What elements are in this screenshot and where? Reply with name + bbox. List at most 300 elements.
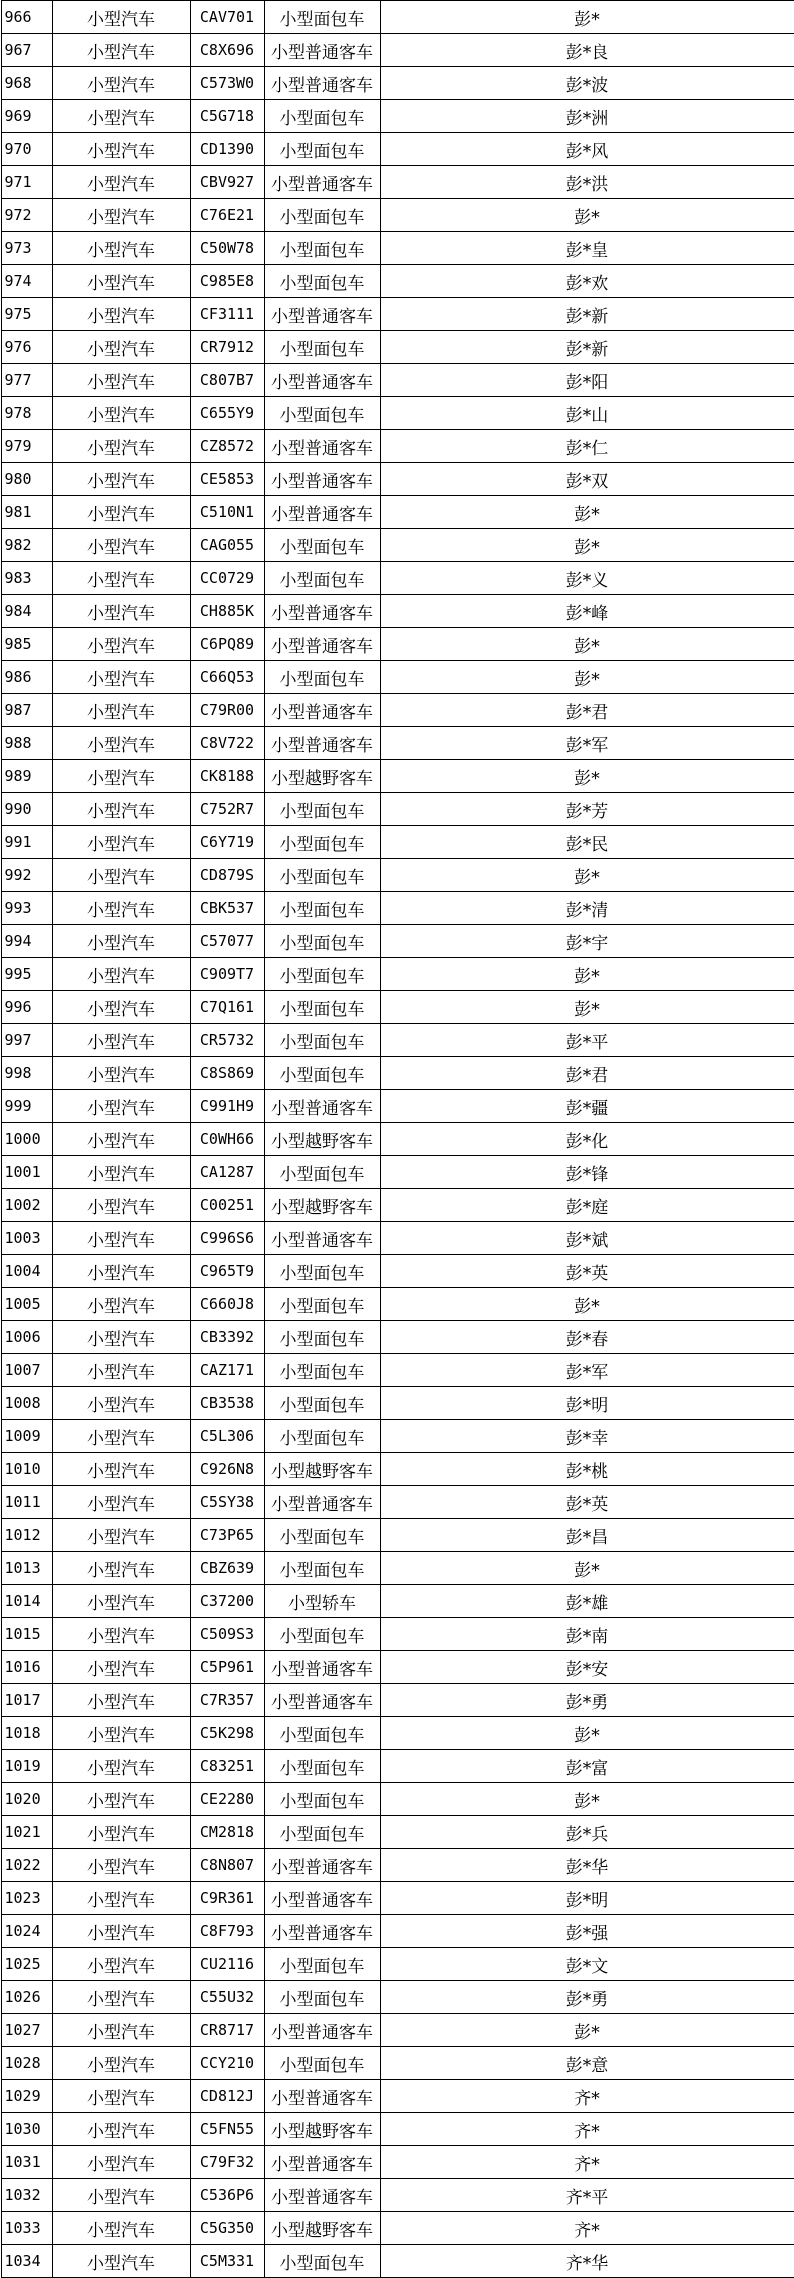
plate-number-cell: CR7912	[190, 331, 264, 364]
row-number-cell: 969	[1, 100, 52, 133]
vehicle-type-cell: 小型面包车	[264, 1387, 380, 1420]
vehicle-kind-cell: 小型汽车	[52, 1321, 190, 1354]
vehicle-type-cell: 小型普通客车	[264, 463, 380, 496]
table-row	[1, 1519, 794, 1552]
plate-number-cell: C7Q161	[190, 991, 264, 1024]
owner-name-cell: 彭*	[380, 1552, 794, 1585]
table-row	[1, 925, 794, 958]
owner-name-cell: 彭*峰	[380, 595, 794, 628]
plate-number-cell: C9R361	[190, 1882, 264, 1915]
table-row	[1, 100, 794, 133]
vehicle-kind-cell: 小型汽车	[52, 2212, 190, 2245]
vehicle-type-cell: 小型面包车	[264, 2245, 380, 2278]
vehicle-kind-cell: 小型汽车	[52, 1123, 190, 1156]
owner-name-cell: 彭*	[380, 958, 794, 991]
vehicle-kind-cell: 小型汽车	[52, 463, 190, 496]
vehicle-type-cell: 小型面包车	[264, 661, 380, 694]
vehicle-kind-cell: 小型汽车	[52, 166, 190, 199]
vehicle-kind-cell: 小型汽车	[52, 1585, 190, 1618]
vehicle-type-cell: 小型面包车	[264, 793, 380, 826]
vehicle-type-cell: 小型面包车	[264, 1519, 380, 1552]
vehicle-type-cell: 小型面包车	[264, 925, 380, 958]
owner-name-cell: 彭*平	[380, 1024, 794, 1057]
plate-number-cell: C536P6	[190, 2179, 264, 2212]
vehicle-kind-cell: 小型汽车	[52, 1783, 190, 1816]
owner-name-cell: 彭*	[380, 199, 794, 232]
vehicle-kind-cell: 小型汽车	[52, 1420, 190, 1453]
plate-number-cell: C965T9	[190, 1255, 264, 1288]
vehicle-kind-cell: 小型汽车	[52, 991, 190, 1024]
vehicle-type-cell: 小型普通客车	[264, 628, 380, 661]
plate-number-cell: C73P65	[190, 1519, 264, 1552]
vehicle-kind-cell: 小型汽车	[52, 1882, 190, 1915]
plate-number-cell: C79R00	[190, 694, 264, 727]
owner-name-cell: 齐*	[380, 2146, 794, 2179]
table-row	[1, 2179, 794, 2212]
vehicle-type-cell: 小型面包车	[264, 1717, 380, 1750]
vehicle-kind-cell: 小型汽车	[52, 2014, 190, 2047]
owner-name-cell: 彭*	[380, 1783, 794, 1816]
vehicle-type-cell: 小型面包车	[264, 1321, 380, 1354]
vehicle-type-cell: 小型普通客车	[264, 1882, 380, 1915]
plate-number-cell: C991H9	[190, 1090, 264, 1123]
row-number-cell: 1018	[1, 1717, 52, 1750]
plate-number-cell: CBK537	[190, 892, 264, 925]
table-row	[1, 727, 794, 760]
row-number-cell: 980	[1, 463, 52, 496]
plate-number-cell: C7R357	[190, 1684, 264, 1717]
plate-number-cell: C926N8	[190, 1453, 264, 1486]
row-number-cell: 1023	[1, 1882, 52, 1915]
row-number-cell: 996	[1, 991, 52, 1024]
owner-name-cell: 彭*昌	[380, 1519, 794, 1552]
row-number-cell: 985	[1, 628, 52, 661]
vehicle-type-cell: 小型面包车	[264, 1816, 380, 1849]
owner-name-cell: 彭*	[380, 1717, 794, 1750]
vehicle-table	[1, 0, 794, 2278]
owner-name-cell: 彭*洲	[380, 100, 794, 133]
table-row	[1, 1090, 794, 1123]
table-row	[1, 430, 794, 463]
vehicle-type-cell: 小型普通客车	[264, 1915, 380, 1948]
row-number-cell: 1016	[1, 1651, 52, 1684]
table-row	[1, 2014, 794, 2047]
table-row	[1, 1387, 794, 1420]
vehicle-type-cell: 小型普通客车	[264, 2179, 380, 2212]
row-number-cell: 1022	[1, 1849, 52, 1882]
vehicle-kind-cell: 小型汽车	[52, 2245, 190, 2278]
vehicle-kind-cell: 小型汽车	[52, 265, 190, 298]
vehicle-kind-cell: 小型汽车	[52, 1189, 190, 1222]
vehicle-kind-cell: 小型汽车	[52, 1387, 190, 1420]
table-row	[1, 958, 794, 991]
vehicle-kind-cell: 小型汽车	[52, 133, 190, 166]
plate-number-cell: C5G350	[190, 2212, 264, 2245]
vehicle-kind-cell: 小型汽车	[52, 496, 190, 529]
vehicle-kind-cell: 小型汽车	[52, 67, 190, 100]
vehicle-type-cell: 小型面包车	[264, 199, 380, 232]
table-row	[1, 1948, 794, 1981]
vehicle-type-cell: 小型面包车	[264, 1057, 380, 1090]
vehicle-type-cell: 小型面包车	[264, 1024, 380, 1057]
row-number-cell: 1034	[1, 2245, 52, 2278]
plate-number-cell: CH885K	[190, 595, 264, 628]
vehicle-kind-cell: 小型汽车	[52, 2047, 190, 2080]
vehicle-type-cell: 小型普通客车	[264, 166, 380, 199]
row-number-cell: 990	[1, 793, 52, 826]
table-row	[1, 2245, 794, 2278]
table-row	[1, 2113, 794, 2146]
table-row	[1, 1684, 794, 1717]
plate-number-cell: C57077	[190, 925, 264, 958]
vehicle-type-cell: 小型面包车	[264, 1750, 380, 1783]
vehicle-type-cell: 小型面包车	[264, 1420, 380, 1453]
table-row	[1, 298, 794, 331]
vehicle-type-cell: 小型普通客车	[264, 298, 380, 331]
plate-number-cell: CB3392	[190, 1321, 264, 1354]
owner-name-cell: 彭*清	[380, 892, 794, 925]
row-number-cell: 988	[1, 727, 52, 760]
vehicle-type-cell: 小型面包车	[264, 991, 380, 1024]
row-number-cell: 989	[1, 760, 52, 793]
row-number-cell: 966	[1, 1, 52, 34]
plate-number-cell: C5M331	[190, 2245, 264, 2278]
plate-number-cell: C509S3	[190, 1618, 264, 1651]
table-row	[1, 1486, 794, 1519]
vehicle-kind-cell: 小型汽车	[52, 1816, 190, 1849]
table-row	[1, 1750, 794, 1783]
table-row	[1, 826, 794, 859]
table-row	[1, 1, 794, 34]
owner-name-cell: 彭*	[380, 661, 794, 694]
vehicle-kind-cell: 小型汽车	[52, 1651, 190, 1684]
row-number-cell: 999	[1, 1090, 52, 1123]
vehicle-kind-cell: 小型汽车	[52, 1090, 190, 1123]
plate-number-cell: C752R7	[190, 793, 264, 826]
owner-name-cell: 彭*阳	[380, 364, 794, 397]
plate-number-cell: C83251	[190, 1750, 264, 1783]
plate-number-cell: C8X696	[190, 34, 264, 67]
vehicle-kind-cell: 小型汽车	[52, 1222, 190, 1255]
vehicle-kind-cell: 小型汽车	[52, 1486, 190, 1519]
plate-number-cell: CZ8572	[190, 430, 264, 463]
table-row	[1, 2146, 794, 2179]
table-row	[1, 34, 794, 67]
vehicle-type-cell: 小型越野客车	[264, 1123, 380, 1156]
plate-number-cell: CBZ639	[190, 1552, 264, 1585]
table-row	[1, 1849, 794, 1882]
owner-name-cell: 彭*强	[380, 1915, 794, 1948]
vehicle-type-cell: 小型普通客车	[264, 67, 380, 100]
vehicle-type-cell: 小型面包车	[264, 1288, 380, 1321]
vehicle-kind-cell: 小型汽车	[52, 2179, 190, 2212]
table-row	[1, 1717, 794, 1750]
vehicle-type-cell: 小型面包车	[264, 529, 380, 562]
vehicle-type-cell: 小型面包车	[264, 1, 380, 34]
vehicle-kind-cell: 小型汽车	[52, 1849, 190, 1882]
owner-name-cell: 彭*	[380, 1, 794, 34]
table-row	[1, 2080, 794, 2113]
owner-name-cell: 彭*洪	[380, 166, 794, 199]
vehicle-type-cell: 小型轿车	[264, 1585, 380, 1618]
vehicle-type-cell: 小型面包车	[264, 1618, 380, 1651]
vehicle-type-cell: 小型面包车	[264, 1354, 380, 1387]
vehicle-kind-cell: 小型汽车	[52, 232, 190, 265]
vehicle-kind-cell: 小型汽车	[52, 661, 190, 694]
owner-name-cell: 彭*意	[380, 2047, 794, 2080]
vehicle-kind-cell: 小型汽车	[52, 727, 190, 760]
row-number-cell: 974	[1, 265, 52, 298]
table-row	[1, 1222, 794, 1255]
owner-name-cell: 彭*良	[380, 34, 794, 67]
row-number-cell: 1014	[1, 1585, 52, 1618]
vehicle-kind-cell: 小型汽车	[52, 364, 190, 397]
owner-name-cell: 彭*	[380, 991, 794, 1024]
plate-number-cell: C8S869	[190, 1057, 264, 1090]
plate-number-cell: C573W0	[190, 67, 264, 100]
vehicle-type-cell: 小型普通客车	[264, 496, 380, 529]
owner-name-cell: 彭*雄	[380, 1585, 794, 1618]
owner-name-cell: 彭*明	[380, 1882, 794, 1915]
row-number-cell: 1013	[1, 1552, 52, 1585]
vehicle-type-cell: 小型面包车	[264, 1948, 380, 1981]
vehicle-kind-cell: 小型汽车	[52, 958, 190, 991]
row-number-cell: 975	[1, 298, 52, 331]
row-number-cell: 991	[1, 826, 52, 859]
plate-number-cell: C8F793	[190, 1915, 264, 1948]
owner-name-cell: 彭*	[380, 859, 794, 892]
row-number-cell: 1007	[1, 1354, 52, 1387]
row-number-cell: 1025	[1, 1948, 52, 1981]
vehicle-type-cell: 小型面包车	[264, 859, 380, 892]
vehicle-kind-cell: 小型汽车	[52, 2080, 190, 2113]
table-row	[1, 1156, 794, 1189]
plate-number-cell: CAG055	[190, 529, 264, 562]
table-row	[1, 628, 794, 661]
row-number-cell: 994	[1, 925, 52, 958]
owner-name-cell: 彭*兵	[380, 1816, 794, 1849]
row-number-cell: 1010	[1, 1453, 52, 1486]
plate-number-cell: C996S6	[190, 1222, 264, 1255]
table-row	[1, 1321, 794, 1354]
table-row	[1, 859, 794, 892]
vehicle-kind-cell: 小型汽车	[52, 199, 190, 232]
plate-number-cell: CA1287	[190, 1156, 264, 1189]
row-number-cell: 997	[1, 1024, 52, 1057]
row-number-cell: 1005	[1, 1288, 52, 1321]
row-number-cell: 1012	[1, 1519, 52, 1552]
owner-name-cell: 彭*锋	[380, 1156, 794, 1189]
vehicle-type-cell: 小型面包车	[264, 133, 380, 166]
plate-number-cell: CBV927	[190, 166, 264, 199]
vehicle-type-cell: 小型面包车	[264, 2047, 380, 2080]
plate-number-cell: C909T7	[190, 958, 264, 991]
vehicle-table-body	[1, 1, 794, 2278]
vehicle-type-cell: 小型越野客车	[264, 2212, 380, 2245]
plate-number-cell: C655Y9	[190, 397, 264, 430]
vehicle-type-cell: 小型越野客车	[264, 1189, 380, 1222]
row-number-cell: 1011	[1, 1486, 52, 1519]
owner-name-cell: 彭*军	[380, 1354, 794, 1387]
row-number-cell: 1017	[1, 1684, 52, 1717]
owner-name-cell: 彭*	[380, 760, 794, 793]
table-row	[1, 562, 794, 595]
table-row	[1, 133, 794, 166]
owner-name-cell: 彭*山	[380, 397, 794, 430]
vehicle-type-cell: 小型普通客车	[264, 1222, 380, 1255]
plate-number-cell: C79F32	[190, 2146, 264, 2179]
row-number-cell: 986	[1, 661, 52, 694]
owner-name-cell: 彭*欢	[380, 265, 794, 298]
owner-name-cell: 彭*英	[380, 1255, 794, 1288]
plate-number-cell: C37200	[190, 1585, 264, 1618]
vehicle-type-cell: 小型普通客车	[264, 727, 380, 760]
vehicle-type-cell: 小型普通客车	[264, 2146, 380, 2179]
plate-number-cell: C5L306	[190, 1420, 264, 1453]
owner-name-cell: 齐*平	[380, 2179, 794, 2212]
vehicle-kind-cell: 小型汽车	[52, 529, 190, 562]
row-number-cell: 973	[1, 232, 52, 265]
owner-name-cell: 彭*芳	[380, 793, 794, 826]
row-number-cell: 984	[1, 595, 52, 628]
vehicle-type-cell: 小型普通客车	[264, 1684, 380, 1717]
plate-number-cell: C985E8	[190, 265, 264, 298]
plate-number-cell: CE2280	[190, 1783, 264, 1816]
table-row	[1, 463, 794, 496]
table-row	[1, 1585, 794, 1618]
plate-number-cell: C6Y719	[190, 826, 264, 859]
row-number-cell: 992	[1, 859, 52, 892]
table-row	[1, 892, 794, 925]
row-number-cell: 1033	[1, 2212, 52, 2245]
vehicle-kind-cell: 小型汽车	[52, 826, 190, 859]
table-row	[1, 1288, 794, 1321]
vehicle-type-cell: 小型面包车	[264, 100, 380, 133]
owner-name-cell: 彭*双	[380, 463, 794, 496]
vehicle-type-cell: 小型面包车	[264, 232, 380, 265]
table-row	[1, 331, 794, 364]
row-number-cell: 1003	[1, 1222, 52, 1255]
vehicle-type-cell: 小型普通客车	[264, 694, 380, 727]
row-number-cell: 1030	[1, 2113, 52, 2146]
row-number-cell: 970	[1, 133, 52, 166]
vehicle-kind-cell: 小型汽车	[52, 1948, 190, 1981]
vehicle-type-cell: 小型越野客车	[264, 1453, 380, 1486]
vehicle-type-cell: 小型普通客车	[264, 1849, 380, 1882]
plate-number-cell: C8N807	[190, 1849, 264, 1882]
vehicle-kind-cell: 小型汽车	[52, 925, 190, 958]
table-row	[1, 694, 794, 727]
vehicle-kind-cell: 小型汽车	[52, 430, 190, 463]
owner-name-cell: 彭*	[380, 2014, 794, 2047]
table-row	[1, 991, 794, 1024]
vehicle-kind-cell: 小型汽车	[52, 1354, 190, 1387]
owner-name-cell: 彭*南	[380, 1618, 794, 1651]
plate-number-cell: C50W78	[190, 232, 264, 265]
vehicle-type-cell: 小型普通客车	[264, 1651, 380, 1684]
vehicle-kind-cell: 小型汽车	[52, 1288, 190, 1321]
row-number-cell: 1015	[1, 1618, 52, 1651]
vehicle-type-cell: 小型面包车	[264, 265, 380, 298]
table-row	[1, 529, 794, 562]
row-number-cell: 971	[1, 166, 52, 199]
row-number-cell: 1029	[1, 2080, 52, 2113]
vehicle-kind-cell: 小型汽车	[52, 2113, 190, 2146]
vehicle-kind-cell: 小型汽车	[52, 793, 190, 826]
vehicle-kind-cell: 小型汽车	[52, 1519, 190, 1552]
vehicle-kind-cell: 小型汽车	[52, 892, 190, 925]
owner-name-cell: 齐*	[380, 2212, 794, 2245]
owner-name-cell: 彭*宇	[380, 925, 794, 958]
owner-name-cell: 彭*	[380, 529, 794, 562]
table-row	[1, 2047, 794, 2080]
row-number-cell: 1024	[1, 1915, 52, 1948]
owner-name-cell: 彭*军	[380, 727, 794, 760]
plate-number-cell: CM2818	[190, 1816, 264, 1849]
owner-name-cell: 彭*民	[380, 826, 794, 859]
row-number-cell: 972	[1, 199, 52, 232]
table-row	[1, 1552, 794, 1585]
table-row	[1, 760, 794, 793]
plate-number-cell: C510N1	[190, 496, 264, 529]
row-number-cell: 1006	[1, 1321, 52, 1354]
row-number-cell: 981	[1, 496, 52, 529]
vehicle-kind-cell: 小型汽车	[52, 34, 190, 67]
plate-number-cell: C55U32	[190, 1981, 264, 2014]
row-number-cell: 1027	[1, 2014, 52, 2047]
row-number-cell: 968	[1, 67, 52, 100]
table-row	[1, 1024, 794, 1057]
owner-name-cell: 彭*皇	[380, 232, 794, 265]
vehicle-kind-cell: 小型汽车	[52, 1255, 190, 1288]
plate-number-cell: C807B7	[190, 364, 264, 397]
plate-number-cell: CD812J	[190, 2080, 264, 2113]
row-number-cell: 1009	[1, 1420, 52, 1453]
vehicle-kind-cell: 小型汽车	[52, 1552, 190, 1585]
row-number-cell: 993	[1, 892, 52, 925]
table-row	[1, 397, 794, 430]
row-number-cell: 1019	[1, 1750, 52, 1783]
table-row	[1, 793, 794, 826]
owner-name-cell: 彭*	[380, 628, 794, 661]
vehicle-type-cell: 小型面包车	[264, 826, 380, 859]
row-number-cell: 1028	[1, 2047, 52, 2080]
plate-number-cell: C66Q53	[190, 661, 264, 694]
plate-number-cell: CB3538	[190, 1387, 264, 1420]
table-row	[1, 1453, 794, 1486]
row-number-cell: 1000	[1, 1123, 52, 1156]
plate-number-cell: C5SY38	[190, 1486, 264, 1519]
owner-name-cell: 彭*桃	[380, 1453, 794, 1486]
owner-name-cell: 彭*仁	[380, 430, 794, 463]
plate-number-cell: CR8717	[190, 2014, 264, 2047]
vehicle-type-cell: 小型普通客车	[264, 1090, 380, 1123]
owner-name-cell: 彭*春	[380, 1321, 794, 1354]
plate-number-cell: C5FN55	[190, 2113, 264, 2146]
plate-number-cell: C660J8	[190, 1288, 264, 1321]
plate-number-cell: CF3111	[190, 298, 264, 331]
plate-number-cell: CD879S	[190, 859, 264, 892]
plate-number-cell: CAZ171	[190, 1354, 264, 1387]
owner-name-cell: 彭*文	[380, 1948, 794, 1981]
plate-number-cell: C00251	[190, 1189, 264, 1222]
row-number-cell: 1001	[1, 1156, 52, 1189]
table-row	[1, 1651, 794, 1684]
vehicle-type-cell: 小型面包车	[264, 958, 380, 991]
vehicle-type-cell: 小型面包车	[264, 1552, 380, 1585]
owner-name-cell: 彭*义	[380, 562, 794, 595]
owner-name-cell: 彭*华	[380, 1849, 794, 1882]
